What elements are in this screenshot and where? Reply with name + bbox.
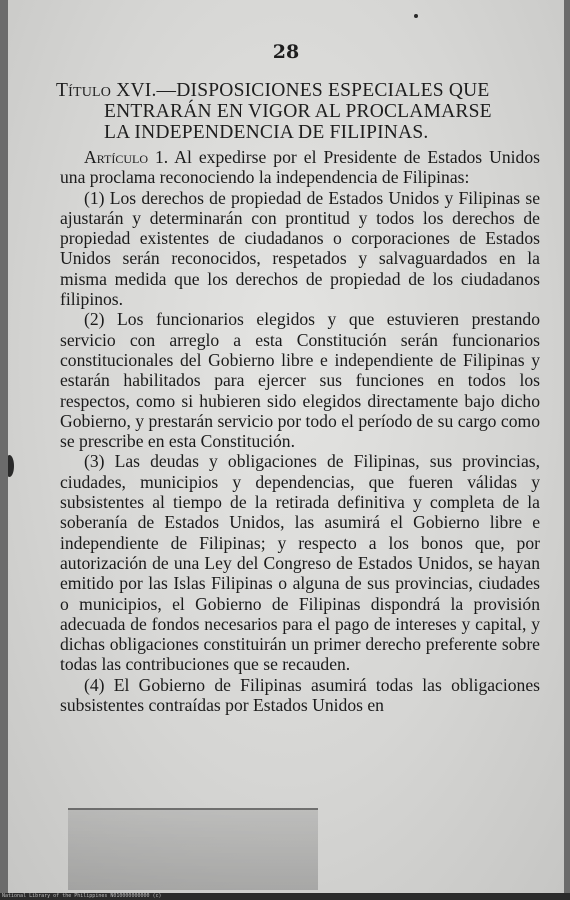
paragraph-text: Al expedirse por el Presidente de Estados Unidos una proclama reconociendo la independencia de Filipinas: [60,147,541,188]
section-title [56,80,556,143]
scan-footer: National Library of the Philippines N010000000000 (c) [0,893,570,900]
article-label: Artículo 1. [84,147,169,167]
book-page [8,0,564,893]
title-lead: Título [56,80,112,101]
paragraph-text: (3) Las deudas y obligaciones de Filipinas, sus provincias, ciudades, municipios y dependencias, que fueren válidas y subsistentes al tiempo de la retirada definitiva y completa de la soberanía de Estados Unidos, las asumirá el Gobierno libre e independiente de Filipinas; y respecto a los bonos que, por autorización de una Ley del Congreso de Estados Unidos, se hayan emitido por las Islas Filipinas o alguna de sus provincias, ciudades o municipios, el Gobierno de Filipinas dispondrá la provisión adecuada de fondos necesarios para el pago de intereses y capital, y dichas obligaciones constituirán un primer derecho preferente sobre todas las contribuciones que se recauden. [60,451,540,675]
ink-speck [414,14,418,18]
clause-paragraph-2 [60,309,540,451]
title-line-3: LA INDEPENDENCIA DE FILIPINAS. [104,122,429,143]
paragraph-text: (2) Los funcionarios elegidos y que estuvieren prestando servicio con arreglo a esta Constitución serán funcionarios constitucionales del Gobierno libre e independiente de Filipinas y estarán habilitados para ejercer sus funciones en todos los respectos, como si hubieren sido elegidos directamente bajo dicho Gobierno, y prestarán servicio por todo el período de su cargo como se prescribe en esta Constitución. [60,309,540,452]
library-stamp-stain [68,808,318,890]
title-line-1 [56,80,556,101]
page-number: 28 [272,41,300,63]
ink-speck [8,455,14,477]
paragraph-text: (4) El Gobierno de Filipinas asumirá todas las obligaciones subsistentes contraídas por Estados Unidos en [60,674,540,716]
clause-paragraph-4 [60,675,540,716]
article-paragraph [60,147,540,188]
body-text [60,147,540,715]
paragraph-text: (1) Los derechos de propiedad de Estados Unidos y Filipinas se ajustarán y determinarán con prontitud y todos los derechos de propiedad existentes de ciudadanos o corporaciones de Estados Unidos serán reconocidos, respetados y salvaguardados en la misma medida que los derechos de propiedad de los ciudadanos filipinos. [60,187,540,310]
clause-paragraph-1 [60,188,540,310]
title-line-2: ENTRARÁN EN VIGOR AL PROCLAMARSE [104,101,492,122]
clause-paragraph-3 [60,451,540,674]
title-line-1-rest: XVI.—DISPOSICIONES ESPECIALES QUE [111,80,490,101]
